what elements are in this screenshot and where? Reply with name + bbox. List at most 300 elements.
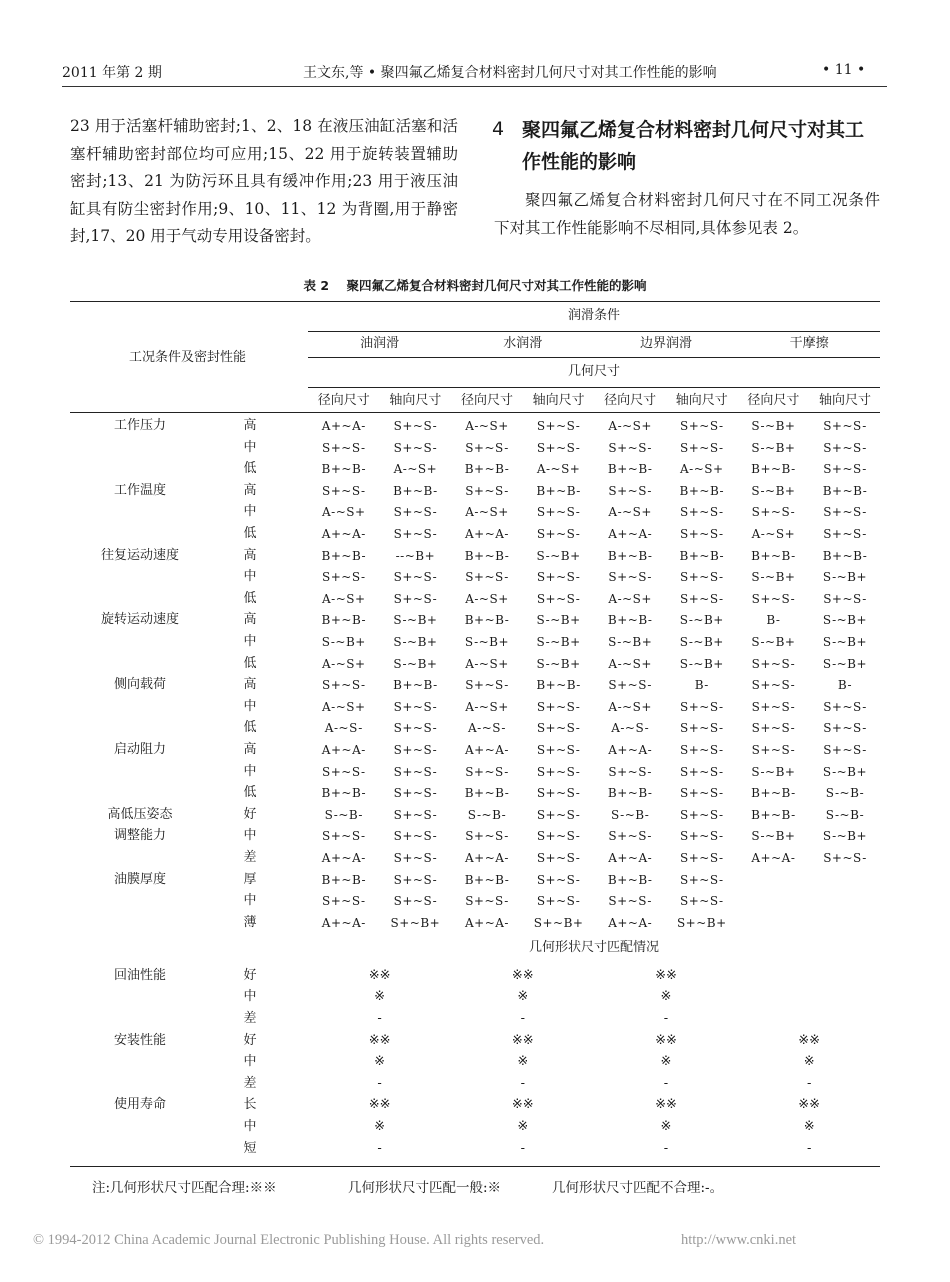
table-cell: B+~B- — [822, 483, 868, 498]
condition-label: 工作温度 — [113, 482, 166, 498]
table-cell: S+~S- — [608, 570, 652, 585]
table-cell: S+~S- — [536, 872, 581, 887]
level-label: 薄 — [243, 914, 257, 930]
table-cell: A+~A- — [464, 851, 509, 865]
match-cell: - — [663, 1075, 669, 1091]
table-cell: B+~B- — [393, 678, 438, 693]
table-cell: S+~S- — [680, 743, 724, 757]
table-cell: S-~B+ — [608, 635, 653, 649]
table-note-reasonable: 注:几何形状尺寸匹配合理:※※ — [92, 1180, 277, 1196]
match-cell: ※※ — [368, 967, 391, 983]
table-cell: S+~S- — [536, 699, 581, 714]
table-cell: S+~S- — [823, 851, 867, 865]
table-cell: S+~S- — [536, 527, 581, 541]
condition-label: 工作压力 — [113, 418, 166, 433]
table-cell: B+~B- — [679, 483, 725, 498]
table-cell: A+~A- — [321, 419, 366, 433]
table-cell: B+~B- — [464, 548, 510, 563]
table-cell: A-~S+ — [393, 462, 438, 477]
dimension-label: 轴向尺寸 — [675, 393, 728, 408]
table-cell: B+~B- — [607, 548, 653, 563]
table-cell: A+~A- — [464, 915, 509, 930]
table-cell: S+~S- — [680, 505, 724, 520]
performance-label: 回油性能 — [113, 967, 166, 983]
table-cell: S-~B+ — [751, 440, 796, 455]
match-cell: ※※ — [655, 1097, 677, 1113]
condition-label: 高低压姿态 — [107, 806, 173, 822]
table-cell: S-~B+ — [751, 635, 796, 649]
table-cell: S-~B+ — [321, 635, 366, 649]
condition-label: 启动阻力 — [113, 742, 166, 757]
level-label: 中 — [243, 989, 257, 1005]
table-cell: B+~B- — [607, 872, 653, 887]
lubrication-type: 油润滑 — [360, 336, 400, 351]
table-cell: A+~A- — [321, 743, 366, 757]
table-cell: S+~S- — [608, 678, 652, 693]
table-cell: S+~S- — [393, 440, 438, 455]
table-cell: S-~B+ — [822, 656, 868, 671]
condition-label: 旋转运动速度 — [100, 612, 179, 628]
match-cell: - — [806, 1140, 812, 1156]
table-cell: S-~B+ — [393, 656, 438, 671]
match-cell: - — [663, 1140, 669, 1156]
table-cell: S+~S- — [751, 699, 796, 714]
level-label: 低 — [243, 590, 257, 606]
matching-header: 几何形状尺寸匹配情况 — [528, 940, 659, 956]
table-cell: S-~B+ — [822, 829, 868, 844]
table-cell: S+~S- — [393, 570, 438, 585]
table-cell: S+~S- — [393, 591, 438, 606]
section-paragraph: 聚四氟乙烯复合材料密封几何尺寸在不同工况条件下对其工作性能影响不尽相同,具体参见表 2。 — [494, 191, 880, 237]
level-label: 好 — [243, 806, 257, 822]
table-cell: B+~B- — [536, 483, 581, 498]
table-cell: S-~B+ — [393, 635, 438, 649]
table-cell: S+~S- — [608, 764, 652, 779]
running-title: 王文东,等 • 聚四氟乙烯复合材料密封几何尺寸对其工作性能的影响 — [303, 65, 717, 81]
table-cell: A-~S+ — [465, 656, 509, 671]
table-cell: S+~S- — [465, 570, 509, 585]
match-cell: - — [520, 1010, 525, 1026]
table-cell: S+~S- — [393, 743, 438, 757]
table-cell: A-~S+ — [322, 591, 366, 606]
table-cell: S+~S- — [680, 591, 724, 606]
table-cell: S+~S- — [680, 721, 724, 736]
table-cell: S+~S- — [536, 894, 581, 909]
table-cell: S-~B- — [467, 807, 507, 822]
match-cell: ※ — [374, 1118, 386, 1134]
table-cell: S-~B+ — [751, 419, 796, 433]
table-cell: S+~S- — [680, 570, 724, 585]
page-number: • 11 • — [822, 62, 866, 78]
table-cell: B+~B- — [607, 462, 653, 477]
table-cell: S+~S- — [536, 829, 581, 844]
match-cell: ※※ — [798, 1032, 821, 1048]
dimension-label: 轴向尺寸 — [818, 393, 871, 408]
table-cell: S+~S- — [751, 656, 796, 671]
table-cell: A+~A- — [608, 743, 653, 757]
table-cell: B- — [694, 678, 709, 693]
table-cell: S+~S- — [608, 483, 652, 498]
table-corner-header: 工况条件及密封性能 — [128, 350, 246, 365]
table-cell: S+~S- — [751, 678, 796, 693]
table-bottom-rule — [70, 1166, 880, 1167]
table-cell: S+~S- — [465, 440, 509, 455]
table-cell: S-~B- — [611, 807, 650, 822]
table-cell: S+~S- — [680, 872, 724, 887]
level-label: 高 — [243, 418, 257, 433]
section-title: 聚四氟乙烯复合材料密封几何尺寸对其工作性能的影响 — [522, 119, 865, 173]
table-cell: S+~S- — [823, 527, 867, 541]
level-label: 中 — [243, 698, 257, 714]
table-header-bottom-rule — [70, 412, 880, 413]
level-label: 中 — [243, 569, 257, 585]
table-cell: A+~A- — [321, 915, 366, 930]
match-cell: - — [663, 1010, 669, 1026]
table-cell: S-~B+ — [751, 483, 796, 498]
table-cell: S+~S- — [536, 570, 581, 585]
table-cell: B+~B- — [536, 678, 581, 693]
table-cell: S-~B+ — [822, 764, 868, 779]
table-cell: S+~S- — [608, 829, 652, 844]
level-label: 厚 — [243, 871, 257, 887]
match-cell: ※※ — [655, 967, 677, 983]
table-cell: A-~S- — [611, 721, 650, 736]
table-cell: S+~S- — [393, 699, 438, 714]
table-cell: B+~B- — [751, 807, 796, 822]
match-cell: ※※ — [511, 967, 534, 983]
table-header-rule-2 — [308, 357, 880, 358]
level-label: 中 — [243, 634, 257, 649]
lubrication-type: 边界润滑 — [639, 336, 692, 351]
table-cell: S+~S- — [322, 678, 366, 693]
table-cell: S+~S- — [751, 591, 796, 606]
table-cell: S+~S- — [465, 483, 509, 498]
lubrication-header: 润滑条件 — [567, 308, 620, 323]
left-column-paragraph: 23 用于活塞杆辅助密封;1、2、18 在液压油缸活塞和活塞杆辅助密封部位均可应用;15、22 用于旋转装置辅助密封;13、21 为防污环且具有缓冲作用;23 用于液压油缸具有防尘密封作用;9、10、11、12 为背圈,用于静密封,17、20 用于气动专用设备密封。 — [70, 117, 458, 245]
dimension-label: 轴向尺寸 — [532, 393, 585, 408]
dimension-label: 径向尺寸 — [460, 393, 513, 408]
table-cell: S-~B+ — [679, 635, 724, 649]
level-label: 低 — [243, 461, 257, 477]
table-cell: S-~B- — [324, 807, 363, 822]
table-cell: S+~S- — [680, 829, 724, 844]
table-cell: A-~S+ — [322, 699, 366, 714]
table-cell: S+~S- — [465, 894, 509, 909]
copyright-notice: © 1994-2012 China Academic Journal Electronic Publishing House. All rights reserved. — [33, 1232, 545, 1248]
performance-label: 安装性能 — [113, 1032, 166, 1048]
condition-label: 往复运动速度 — [100, 547, 179, 563]
table-cell: S+~S- — [465, 678, 509, 693]
table-cell: A-~S+ — [608, 505, 652, 520]
table-cell: S-~B+ — [822, 635, 868, 649]
level-label: 中 — [243, 504, 257, 520]
table-cell: S+~S- — [823, 462, 867, 477]
table-cell: B+~B- — [607, 613, 653, 628]
table-cell: S+~S- — [393, 764, 438, 779]
table-cell: S+~S- — [823, 440, 867, 455]
table-cell: S-~B+ — [679, 613, 724, 628]
table-cell: A-~S- — [467, 721, 506, 736]
table-cell: S+~S- — [393, 721, 438, 736]
match-cell: ※※ — [511, 1032, 534, 1048]
table-cell: A+~A- — [464, 527, 509, 541]
match-cell: ※ — [803, 1054, 815, 1070]
condition-label: 侧向载荷 — [113, 677, 166, 693]
level-label: 中 — [243, 828, 257, 844]
lubrication-type: 水润滑 — [503, 336, 543, 351]
match-cell: ※ — [517, 1054, 529, 1070]
level-label: 中 — [243, 893, 257, 909]
table-cell: S+~S- — [536, 591, 581, 606]
dimension-label: 轴向尺寸 — [389, 393, 442, 408]
table-cell: S+~S- — [680, 894, 724, 909]
match-cell: - — [520, 1140, 525, 1156]
table-top-rule — [70, 301, 880, 302]
table-cell: S-~B+ — [536, 635, 581, 649]
table-cell: S+~S- — [322, 764, 366, 779]
match-cell: ※ — [803, 1118, 815, 1134]
level-label: 高 — [243, 742, 257, 757]
table-cell: A-~S+ — [608, 591, 652, 606]
table-cell: B+~B- — [751, 786, 796, 801]
table-cell: S+~S- — [608, 894, 652, 909]
table-cell: A-~S+ — [608, 699, 652, 714]
table-cell: S+~S- — [536, 743, 581, 757]
table-cell: S+~S- — [393, 894, 438, 909]
cnki-link[interactable]: http://www.cnki.net — [681, 1232, 797, 1248]
table-cell: B+~B- — [393, 483, 438, 498]
table-cell: B- — [766, 613, 781, 628]
table-cell: S+~S- — [751, 743, 796, 757]
level-label: 中 — [243, 1054, 257, 1070]
table-cell: B+~B- — [464, 786, 510, 801]
table-cell: A-~S+ — [751, 527, 796, 541]
lubrication-type: 干摩擦 — [789, 336, 829, 351]
table-cell: S+~S- — [680, 699, 724, 714]
table-cell: S+~S- — [465, 764, 509, 779]
table-cell: S+~S- — [322, 894, 366, 909]
table-cell: S+~S- — [393, 807, 438, 822]
table-caption-title: 聚四氟乙烯复合材料密封几何尺寸对其工作性能的影响 — [346, 278, 647, 293]
table-cell: A+~A- — [608, 527, 653, 541]
table-cell: S+~S- — [322, 440, 366, 455]
level-label: 高 — [243, 677, 257, 693]
match-cell: ※ — [660, 1054, 672, 1070]
table-cell: S+~S- — [536, 764, 581, 779]
level-label: 差 — [243, 1010, 257, 1026]
table-cell: S+~S- — [823, 699, 867, 714]
geometry-header: 几何尺寸 — [567, 364, 620, 379]
table-cell: A-~S+ — [608, 656, 652, 671]
table-cell: S+~S- — [536, 851, 581, 865]
level-label: 高 — [243, 612, 257, 628]
match-cell: ※ — [660, 989, 672, 1005]
table-cell: S-~B+ — [536, 656, 581, 671]
level-label: 中 — [243, 1118, 257, 1134]
table-cell: A-~S+ — [465, 419, 509, 433]
performance-label: 使用寿命 — [113, 1097, 166, 1113]
table-cell: S-~B+ — [822, 613, 868, 628]
level-label: 差 — [243, 850, 257, 865]
match-cell: - — [377, 1010, 382, 1026]
table-cell: A-~S+ — [322, 505, 366, 520]
table-header-rule-3 — [308, 387, 880, 388]
table-cell: S+~S- — [823, 419, 867, 433]
table-cell: B+~B- — [464, 613, 510, 628]
table-cell: S+~S- — [823, 721, 867, 736]
table-cell: A+~A- — [321, 527, 366, 541]
table-cell: S+~S- — [322, 483, 366, 498]
table-cell: S+~S- — [536, 440, 581, 455]
table-cell: S+~S- — [823, 591, 867, 606]
table-cell: S+~S- — [322, 829, 366, 844]
table-cell: S+~S- — [536, 419, 581, 433]
table-cell: S+~S- — [393, 786, 438, 801]
match-cell: ※※ — [798, 1097, 821, 1113]
table-cell: A-~S+ — [608, 419, 652, 433]
dimension-label: 径向尺寸 — [317, 393, 370, 408]
match-cell: - — [806, 1075, 812, 1091]
level-label: 低 — [243, 785, 257, 801]
table-cell: S+~S- — [680, 786, 724, 801]
table-cell: A-~S+ — [680, 462, 724, 477]
table-cell: S+~S- — [393, 419, 438, 433]
match-cell: ※ — [517, 1118, 529, 1134]
table-cell: S+~S- — [393, 851, 438, 865]
table-cell: S+~S- — [536, 807, 581, 822]
table-cell: S+~B+ — [533, 915, 584, 930]
section-number: 4 — [492, 118, 505, 140]
level-label: 差 — [243, 1075, 257, 1091]
table-cell: S-~B+ — [679, 656, 724, 671]
table-cell: A-~S+ — [465, 699, 509, 714]
table-cell: S+~S- — [823, 743, 867, 757]
table-cell: A+~A- — [608, 851, 653, 865]
table-cell: B+~B- — [321, 613, 367, 628]
table-cell: S+~S- — [751, 505, 796, 520]
condition-label: 油膜厚度 — [113, 871, 166, 887]
match-cell: - — [520, 1075, 525, 1091]
level-label: 低 — [243, 655, 257, 671]
table-cell: B+~B- — [679, 548, 725, 563]
table-cell: S-~B+ — [536, 613, 581, 628]
match-cell: ※ — [374, 989, 386, 1005]
table-cell: A-~S+ — [322, 656, 366, 671]
match-cell: ※※ — [368, 1097, 391, 1113]
table-cell: S+~S- — [680, 419, 724, 433]
table-cell: S+~S- — [536, 505, 581, 520]
table-cell: B+~B- — [321, 548, 367, 563]
table-cell: S-~B+ — [393, 613, 438, 628]
table-cell: S+~S- — [680, 527, 724, 541]
table-cell: S+~S- — [536, 786, 581, 801]
table-cell: S+~S- — [680, 764, 724, 779]
dimension-label: 径向尺寸 — [604, 393, 657, 408]
table-cell: B+~B- — [751, 462, 796, 477]
table-cell: S+~S- — [393, 527, 438, 541]
table-cell: S+~B+ — [390, 915, 441, 930]
table-cell: S-~B+ — [464, 635, 510, 649]
condition-label: 调整能力 — [113, 828, 166, 844]
match-cell: ※ — [374, 1054, 386, 1070]
table-cell: B+~B- — [822, 548, 868, 563]
level-label: 低 — [243, 526, 257, 541]
match-cell: ※ — [660, 1118, 672, 1134]
table-cell: B+~B- — [321, 786, 367, 801]
level-label: 长 — [243, 1097, 257, 1113]
table-caption-number: 表 2 — [303, 278, 330, 293]
table-cell: B+~B- — [321, 872, 367, 887]
table-cell: S-~B+ — [536, 548, 581, 563]
table-cell: B+~B- — [607, 786, 653, 801]
table-cell: S+~S- — [680, 807, 724, 822]
match-cell: ※※ — [655, 1032, 677, 1048]
table-cell: S+~S- — [322, 570, 366, 585]
table-cell: B+~B- — [464, 872, 510, 887]
table-cell: A-~S+ — [465, 591, 509, 606]
level-label: 高 — [243, 547, 257, 563]
table-cell: S-~B+ — [751, 829, 796, 844]
match-cell: ※ — [517, 989, 529, 1005]
table-cell: A+~A- — [608, 915, 653, 930]
table-cell: S+~S- — [823, 505, 867, 520]
table-cell: A+~A- — [751, 851, 796, 865]
table-cell: S+~S- — [393, 505, 438, 520]
level-label: 低 — [243, 720, 257, 736]
match-cell: - — [377, 1075, 382, 1091]
table-cell: B- — [837, 678, 853, 693]
table-cell: S-~B- — [825, 786, 865, 801]
level-label: 中 — [243, 439, 257, 455]
dimension-label: 径向尺寸 — [747, 393, 800, 408]
table-cell: S+~S- — [465, 829, 509, 844]
level-label: 高 — [243, 482, 257, 498]
level-label: 短 — [243, 1140, 257, 1156]
journal-issue: 2011 年第 2 期 — [62, 65, 162, 81]
table-note-unreasonable: 几何形状尺寸匹配不合理:-。 — [552, 1180, 724, 1196]
match-cell: ※※ — [368, 1032, 391, 1048]
level-label: 中 — [243, 763, 257, 779]
table-note-general: 几何形状尺寸匹配一般:※ — [348, 1180, 502, 1196]
table-cell: S-~B- — [825, 807, 865, 822]
table-header-rule-1 — [308, 331, 880, 332]
table-cell: A+~A- — [321, 851, 366, 865]
table-cell: S+~B+ — [676, 915, 727, 930]
match-cell: ※※ — [511, 1097, 534, 1113]
table-cell: S+~S- — [536, 721, 581, 736]
table-cell: A+~A- — [464, 743, 509, 757]
table-cell: S+~S- — [680, 440, 724, 455]
table-cell: A-~S+ — [536, 462, 581, 477]
table-cell: A-~S- — [324, 721, 363, 736]
table-cell: A-~S+ — [465, 505, 509, 520]
match-cell: - — [377, 1140, 382, 1156]
level-label: 好 — [243, 967, 257, 983]
table-cell: S+~S- — [608, 440, 652, 455]
level-label: 好 — [243, 1032, 257, 1048]
table-cell: S-~B+ — [751, 764, 796, 779]
table-cell: S-~B+ — [822, 570, 868, 585]
table-cell: --~B+ — [395, 548, 436, 563]
table-cell: S+~S- — [393, 872, 438, 887]
table-cell: B+~B- — [464, 462, 510, 477]
table-cell: S+~S- — [393, 829, 438, 844]
table-cell: S-~B+ — [751, 570, 796, 585]
table-cell: B+~B- — [751, 548, 796, 563]
table-cell: S+~S- — [680, 851, 724, 865]
table-cell: S+~S- — [751, 721, 796, 736]
table-cell: B+~B- — [321, 462, 367, 477]
